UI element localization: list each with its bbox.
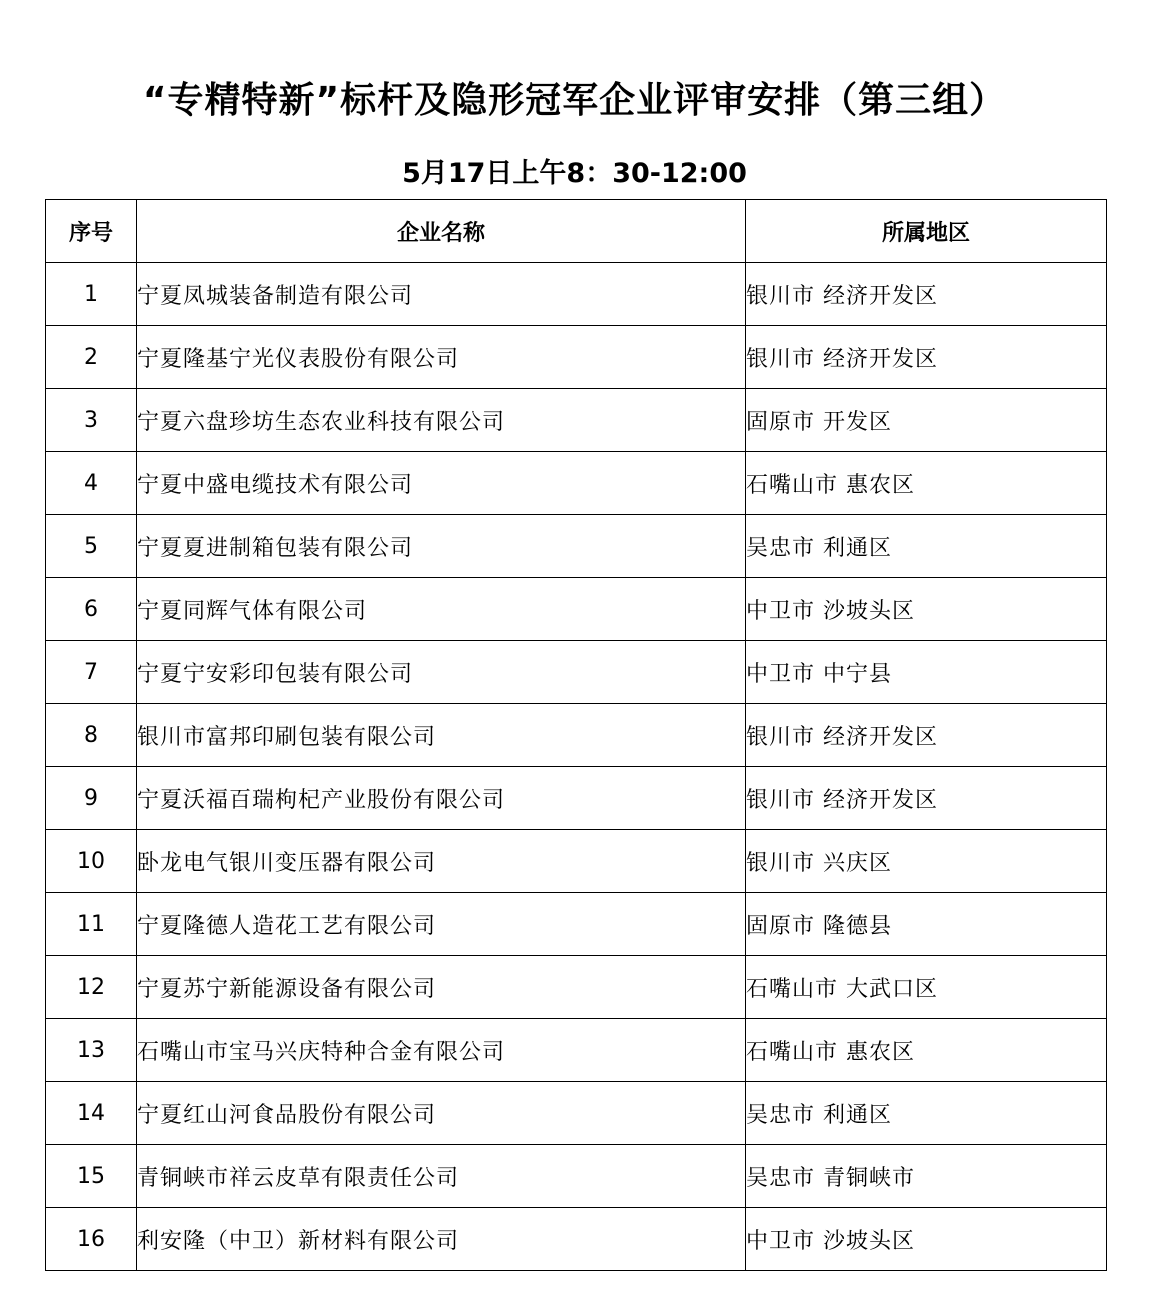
table-row — [46, 767, 1107, 830]
table-row — [46, 1145, 1107, 1208]
row-region: 银川市 经济开发区 — [746, 263, 1107, 326]
row-index: 5 — [46, 515, 137, 578]
header-company: 企业名称 — [137, 200, 746, 263]
row-index: 16 — [46, 1208, 137, 1271]
row-region: 固原市 隆德县 — [746, 893, 1107, 956]
row-region: 吴忠市 青铜峡市 — [746, 1145, 1107, 1208]
table-row — [46, 1082, 1107, 1145]
table-row — [46, 641, 1107, 704]
row-index: 4 — [46, 452, 137, 515]
row-index: 15 — [46, 1145, 137, 1208]
table-row — [46, 326, 1107, 389]
row-region: 中卫市 中宁县 — [746, 641, 1107, 704]
row-index: 13 — [46, 1019, 137, 1082]
row-region: 石嘴山市 惠农区 — [746, 452, 1107, 515]
row-region: 石嘴山市 惠农区 — [746, 1019, 1107, 1082]
table-row — [46, 515, 1107, 578]
row-index: 6 — [46, 578, 137, 641]
row-company: 宁夏沃福百瑞枸杞产业股份有限公司 — [137, 767, 746, 830]
row-company: 宁夏隆德人造花工艺有限公司 — [137, 893, 746, 956]
row-index: 1 — [46, 263, 137, 326]
row-company: 宁夏中盛电缆技术有限公司 — [137, 452, 746, 515]
row-region: 石嘴山市 大武口区 — [746, 956, 1107, 1019]
row-region: 吴忠市 利通区 — [746, 1082, 1107, 1145]
row-region: 银川市 经济开发区 — [746, 326, 1107, 389]
row-region: 固原市 开发区 — [746, 389, 1107, 452]
schedule-table — [45, 199, 1107, 1271]
row-index: 3 — [46, 389, 137, 452]
row-company: 宁夏同辉气体有限公司 — [137, 578, 746, 641]
row-company: 卧龙电气银川变压器有限公司 — [137, 830, 746, 893]
table-row — [46, 893, 1107, 956]
row-company: 宁夏凤城装备制造有限公司 — [137, 263, 746, 326]
header-region: 所属地区 — [746, 200, 1107, 263]
table-row — [46, 578, 1107, 641]
table-row — [46, 389, 1107, 452]
table-header-row — [46, 200, 1107, 263]
table-row — [46, 263, 1107, 326]
row-index: 12 — [46, 956, 137, 1019]
row-region: 中卫市 沙坡头区 — [746, 578, 1107, 641]
row-company: 宁夏六盘珍坊生态农业科技有限公司 — [137, 389, 746, 452]
row-region: 银川市 兴庆区 — [746, 830, 1107, 893]
row-index: 8 — [46, 704, 137, 767]
row-company: 宁夏夏进制箱包装有限公司 — [137, 515, 746, 578]
row-company: 宁夏苏宁新能源设备有限公司 — [137, 956, 746, 1019]
row-region: 吴忠市 利通区 — [746, 515, 1107, 578]
row-company: 宁夏红山河食品股份有限公司 — [137, 1082, 746, 1145]
row-company: 宁夏隆基宁光仪表股份有限公司 — [137, 326, 746, 389]
table-row — [46, 1019, 1107, 1082]
row-index: 7 — [46, 641, 137, 704]
row-index: 2 — [46, 326, 137, 389]
row-company: 石嘴山市宝马兴庆特种合金有限公司 — [137, 1019, 746, 1082]
row-company: 宁夏宁安彩印包装有限公司 — [137, 641, 746, 704]
header-index: 序号 — [46, 200, 137, 263]
row-index: 11 — [46, 893, 137, 956]
row-index: 10 — [46, 830, 137, 893]
table-row — [46, 956, 1107, 1019]
table-row — [46, 452, 1107, 515]
table-row — [46, 1208, 1107, 1271]
row-company: 青铜峡市祥云皮草有限责任公司 — [137, 1145, 746, 1208]
table-row — [46, 704, 1107, 767]
row-index: 14 — [46, 1082, 137, 1145]
page-title: “专精特新”标杆及隐形冠军企业评审安排（第三组） — [142, 80, 1007, 121]
row-company: 利安隆（中卫）新材料有限公司 — [137, 1208, 746, 1271]
row-index: 9 — [46, 767, 137, 830]
row-region: 中卫市 沙坡头区 — [746, 1208, 1107, 1271]
schedule-time: 5月17日上午8：30-12:00 — [402, 158, 747, 189]
row-region: 银川市 经济开发区 — [746, 704, 1107, 767]
row-region: 银川市 经济开发区 — [746, 767, 1107, 830]
row-company: 银川市富邦印刷包装有限公司 — [137, 704, 746, 767]
table-row — [46, 830, 1107, 893]
